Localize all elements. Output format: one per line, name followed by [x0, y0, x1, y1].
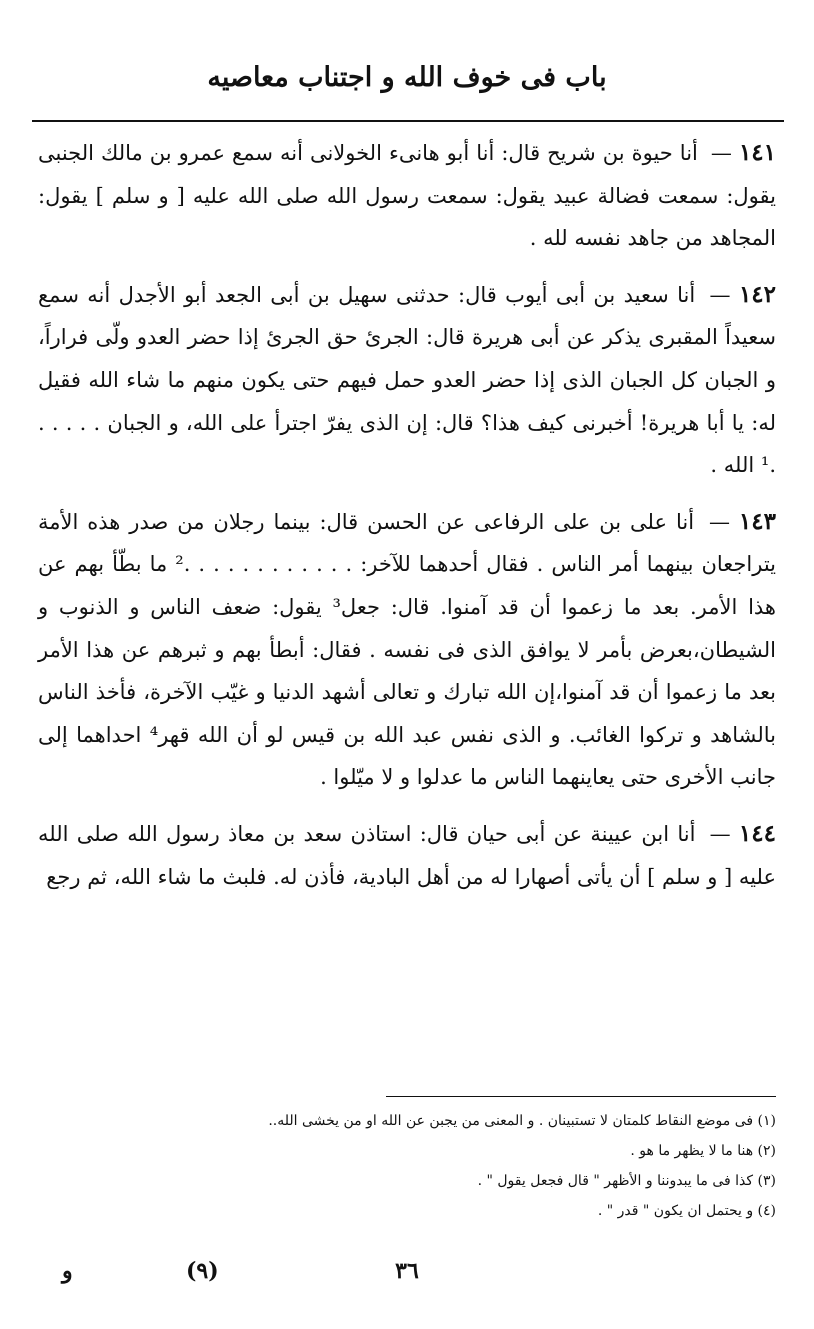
- footnote: (٤) و يحتمل ان يكون " قدر " .: [597, 1203, 776, 1219]
- hadith-text: أنا على بن على الرفاعى عن الحسن قال: بينما رجلان من صدر هذه الأمة يتراجعان بينهما أمر الناس . فقال أحدهما للآخر: . . . . . . . . . . . .² ما بطّأ بهم عن هذا الأمر. بعد ما زعموا أن قد آمنوا. قال: جعل³ يقول: ضعف الناس و الذنوب و الشيطان،بعرض بأمر لا يوافق الذى فى نفسه . فقال: أبطأ بهم و ثبرهم عن هذا الأمر بعد ما زعموا أن قد آمنوا،إن الله تبارك و تعالى أشهد الدنيا و غيّب الآخرة، فأخذ الناس بالشاهد و تركوا الغائب. و الذى نفس عبد الله بن قيس لو أن الله قهر⁴ احداهما إلى جانب الأخرى حتى يعاينهما الناس ما عدلوا و لا ميّلوا .: [38, 509, 777, 790]
- dash-separator: —: [703, 141, 739, 165]
- hadith-number: ١٤٤: [738, 819, 776, 847]
- hadith-paragraph: [38, 132, 776, 260]
- footnote: (٣) كذا فى ما يبدوننا و الأظهر " قال فجعل يقول " .: [477, 1173, 776, 1189]
- footnote: (٢) هنا ما لا يظهر ما هو .: [630, 1143, 776, 1159]
- hadith-paragraph: [38, 274, 776, 487]
- header-divider: [32, 120, 784, 122]
- hadith-text: أنا سعيد بن أبى أيوب قال: حدثنى سهيل بن أبى الجعد أبو الأجدل أنه سمع سعيداً المقبرى يذكر عن أبى هريرة قال: الجرئ حق الجرئ إذا حضر العدو ولّى فراراً، و الجبان كل الجبان الذى إذا حضر العدو حمل فيهم حتى يكون منهم ما شاء الله فقيل له: يا أبا هريرة! أخبرنى كيف هذا؟ قال: إن الذى يفرّ اجترأ على الله، و الجبان . . . . . .¹ الله .: [38, 282, 776, 478]
- page-title: باب فى خوف الله و اجتناب معاصيه: [207, 62, 607, 93]
- main-text: [38, 132, 776, 898]
- hadith-text: أنا ابن عيينة عن أبى حيان قال: استاذن سعد بن معاذ رسول الله صلى الله عليه [ و سلم ] أن يأتى أصهارا له من أهل البادية، فأذن له. فلبث ما شاء الله، ثم رجع: [38, 821, 776, 889]
- dash-separator: —: [701, 282, 739, 307]
- hadith-number: ١٤٢: [738, 280, 776, 308]
- hadith-number: ١٤١: [738, 139, 776, 166]
- catchword: و: [62, 1258, 73, 1284]
- page-footer: [40, 1258, 774, 1298]
- hadith-number: ١٤٣: [738, 507, 776, 535]
- dash-separator: —: [700, 509, 739, 534]
- footnote-divider: [386, 1096, 776, 1097]
- footnote: (١) فى موضع النقاط كلمتان لا تستبينان . و المعنى من يجبن عن الله او من يخشى الله..: [268, 1113, 776, 1129]
- hadith-paragraph: [38, 501, 776, 799]
- page-number: ٣٦: [395, 1258, 419, 1284]
- hadith-text: أنا حيوة بن شريح قال: أنا أبو هانىء الخولانى أنه سمع عمرو بن مالك الجنبى يقول: سمعت فضالة عبيد يقول: سمعت رسول الله صلى الله عليه [ و سلم ] يقول: المجاهد من جاهد نفسه لله .: [38, 141, 776, 251]
- signature-mark: (٩): [186, 1258, 219, 1284]
- dash-separator: —: [701, 821, 739, 846]
- hadith-paragraph: [38, 813, 776, 898]
- footnotes: [100, 1106, 776, 1226]
